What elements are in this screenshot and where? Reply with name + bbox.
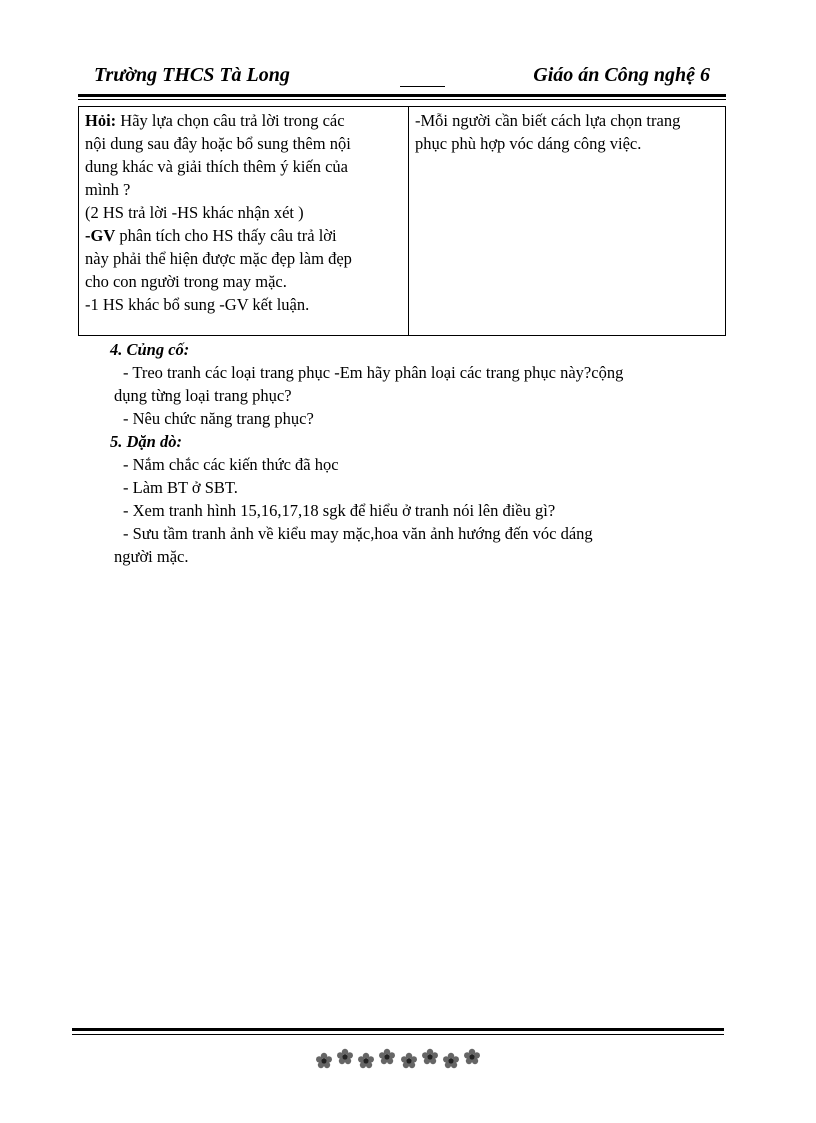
text-line: (2 HS trả lời -HS khác nhận xét ) (85, 203, 304, 222)
school-name: Trường THCS Tà Long (94, 64, 290, 86)
list-item-continuation: người mặc. (114, 547, 189, 566)
flower-icon (422, 1049, 438, 1064)
text-line: nội dung sau đây hoặc bổ sung thêm nội (85, 134, 351, 153)
section-4-title: 4. Củng cố: (110, 340, 190, 359)
list-item: - Treo tranh các loại trang phục -Em hãy phân loại các trang phục này?cộng (123, 363, 624, 382)
teacher-activity-cell (79, 107, 409, 336)
gv-label: -GV (85, 226, 116, 245)
lesson-table (78, 106, 726, 336)
text-line: -1 HS khác bổ sung -GV kết luận. (85, 295, 310, 314)
flower-icon (358, 1053, 374, 1068)
page-header (78, 62, 726, 94)
header-center-dash (400, 86, 445, 87)
text-line: -Mỗi người cần biết cách lựa chọn trang (415, 111, 681, 130)
text-line: cho con người trong may mặc. (85, 272, 287, 291)
header-rule-thin (78, 99, 726, 100)
flower-icon (401, 1053, 417, 1068)
list-item: - Xem tranh hình 15,16,17,18 sgk để hiểu ở tranh nói lên điều gì? (123, 501, 556, 520)
section-5-title: 5. Dặn dò: (110, 432, 182, 451)
flower-icon (464, 1049, 480, 1064)
question-label: Hỏi: (85, 111, 117, 130)
flower-icon (443, 1053, 459, 1068)
header-rule (78, 94, 726, 97)
list-item: - Làm BT ở SBT. (123, 478, 238, 497)
list-item: - Nắm chắc các kiến thức đã học (123, 455, 339, 474)
footer-rule (72, 1028, 724, 1031)
gv-line (85, 224, 402, 247)
flower-icon (316, 1053, 332, 1068)
text-line: này phải thể hiện được mặc đẹp làm đẹp (85, 249, 352, 268)
list-item: - Nêu chức năng trang phục? (123, 409, 314, 428)
flower-icon (379, 1049, 395, 1064)
question-line (85, 109, 402, 132)
flower-icon (337, 1049, 353, 1064)
gv-text: phân tích cho HS thấy câu trả lời (115, 226, 337, 245)
text-line: mình ? (85, 180, 131, 199)
student-content-cell (409, 107, 726, 336)
table-row (79, 107, 726, 336)
text-line: dung khác và giải thích thêm ý kiến của (85, 157, 349, 176)
list-item-continuation: dụng từng loại trang phục? (114, 386, 292, 405)
question-text: Hãy lựa chọn câu trả lời trong các (116, 111, 345, 130)
text-line: phục phù hợp vóc dáng công việc. (415, 134, 642, 153)
footer-rule-thin (72, 1034, 724, 1035)
review-and-homework (110, 338, 730, 568)
lesson-plan-title: Giáo án Công nghệ 6 (533, 64, 710, 86)
list-item: - Sưu tầm tranh ảnh về kiểu may mặc,hoa văn ảnh hướng đến vóc dáng (123, 524, 593, 543)
footer-ornament (314, 1046, 494, 1072)
